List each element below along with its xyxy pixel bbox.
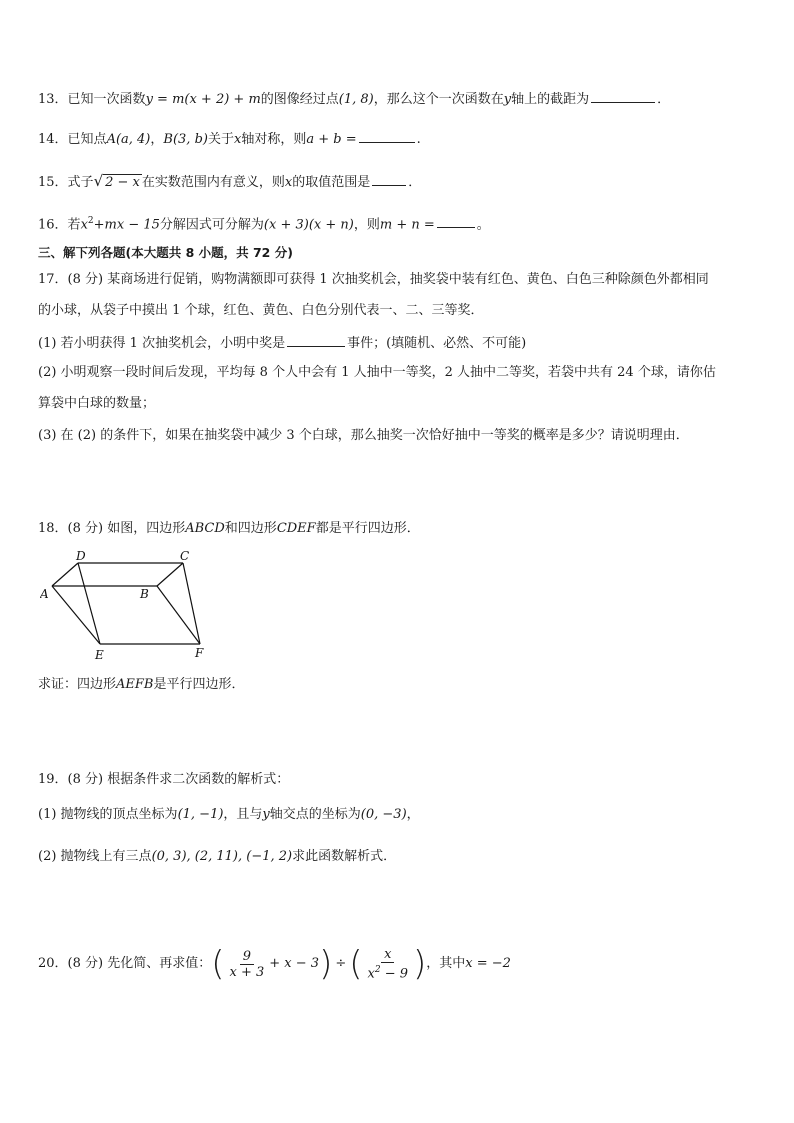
q13-function-expression: y = m(x + 2) + m: [145, 92, 261, 107]
q20-tail-a: ，其中: [426, 956, 466, 971]
q20-f1-denominator: x + 3: [229, 964, 265, 980]
q15-answer-blank[interactable]: [372, 172, 406, 186]
vertex-label-c: C: [180, 549, 190, 563]
vertex-label-f: F: [195, 646, 204, 660]
q14-point-a: A(a, 4): [106, 132, 151, 147]
q19-sub-1-text-c: 轴交点的坐标为: [269, 807, 361, 822]
q18-prove: [38, 676, 244, 694]
question-16: [38, 212, 490, 234]
q19-sub-2-text-b: 求此函数解析式．: [292, 849, 397, 864]
question-18: [38, 520, 420, 538]
q18-quad-cdef: CDEF: [276, 521, 316, 536]
edge-ae: [52, 586, 100, 644]
vertex-label-d: D: [76, 549, 86, 563]
q14-answer-blank[interactable]: [359, 129, 415, 143]
q20-divide-sign: ÷: [335, 956, 347, 971]
q17-line-2: 的小球，从袋子中摸出 1 个球，红色、黄色、白色分别代表一、二、三等奖．: [38, 303, 484, 318]
q14-axis: x: [233, 132, 242, 147]
sqrt-radical-icon: √: [93, 172, 104, 190]
q16-text-c: ，则: [353, 217, 380, 233]
q13-axis: y: [503, 92, 512, 107]
q16-poly-b: +mx − 15: [93, 217, 160, 233]
edge-cb: [157, 563, 183, 586]
q16-factors: (x + 3)(x + n): [263, 217, 354, 233]
q14-expression: a + b =: [306, 132, 357, 147]
edge-de: [78, 563, 100, 644]
q17-sub-1: [38, 333, 526, 353]
q20-tail-b: x = −2: [465, 956, 511, 971]
question-14: [38, 129, 421, 149]
q15-variable: x: [284, 175, 293, 190]
q13-text-b: 的图像经过点: [260, 92, 339, 107]
q16-text-a: 若: [67, 217, 81, 233]
right-paren-2-icon: ): [413, 944, 427, 984]
question-15: [38, 172, 421, 192]
q19-head: 19．(8 分) 根据条件求二次函数的解析式：: [38, 772, 290, 787]
q16-number: 16．: [38, 217, 68, 233]
q13-text-c: ，那么这个一次函数在: [373, 92, 504, 107]
q16-text-b: 分解因式可分解为: [159, 217, 264, 233]
q18-text-a: 18．(8 分) 如图，四边形: [38, 521, 186, 536]
vertex-label-e: E: [95, 648, 104, 662]
q13-text-d: 轴上的截距为: [511, 92, 590, 107]
q13-number: 13．: [38, 92, 68, 107]
q18-quad-aefb: AEFB: [116, 677, 154, 692]
q17-sub-3: (3) 在 (2) 的条件下，如果在抽奖袋中减少 3 个白球，那么抽奖一次恰好抽中一等奖的概率是多少？请说明理由．: [38, 428, 689, 443]
q18-text-b: 和四边形: [224, 521, 277, 536]
q20-f1-numerator: 9: [240, 949, 254, 965]
q20-f2-denominator: [365, 963, 412, 981]
q20-f2-numerator: x: [381, 947, 394, 963]
q17-sub-1-blank[interactable]: [287, 333, 345, 347]
q19-sub-2-text-a: (2) 抛物线上有三点: [38, 849, 152, 864]
left-paren-1-icon: (: [211, 944, 225, 984]
q13-answer-blank[interactable]: [591, 89, 655, 103]
q15-text-c: 的取值范围是: [292, 175, 371, 190]
q14-text-a: 已知点: [67, 132, 107, 147]
q16-expression: m + n =: [379, 217, 435, 233]
q15-radicand: 2 − x: [105, 175, 140, 190]
q15-number: 15．: [38, 175, 68, 190]
q15-text-a: 式子: [67, 175, 94, 190]
right-paren-1-icon: ): [319, 944, 333, 984]
q14-text-b: 关于: [207, 132, 234, 147]
question-20: [38, 944, 511, 984]
q20-f2-den-b: − 9: [380, 966, 409, 982]
q16-end: 。: [476, 217, 490, 233]
q16-poly-a: x: [80, 217, 88, 233]
q18-prove-text-b: 是平行四边形．: [153, 677, 245, 692]
q19-intercept: (0, −3): [360, 807, 407, 822]
q13-end: ．: [657, 92, 671, 107]
q20-mid-terms: + x − 3: [269, 956, 320, 971]
question-13: [38, 89, 670, 109]
q15-text-b: 在实数范围内有意义，则: [141, 175, 285, 190]
parallelogram-figure: [40, 548, 212, 662]
q15-end: ．: [408, 175, 422, 190]
q20-f2-den-exponent: 2: [374, 964, 381, 975]
q19-sub-1-text-b: ，且与: [223, 807, 263, 822]
q16-answer-blank[interactable]: [437, 214, 475, 228]
q18-quad-abcd: ABCD: [185, 521, 225, 536]
q13-text-a: 已知一次函数: [67, 92, 146, 107]
q19-axis: y: [262, 807, 270, 822]
section-3-heading: 三、解下列各题(本大题共 8 小题，共 72 分): [38, 245, 293, 260]
q14-point-b: B(3, b): [163, 132, 208, 147]
edge-ad: [52, 563, 78, 586]
q18-text-c: 都是平行四边形．: [315, 521, 420, 536]
q20-f2-den-a: x: [367, 966, 375, 982]
q17-sub-1-text-b: 事件；(填随机、必然、不可能): [347, 336, 527, 351]
q19-points: (0, 3), (2, 11), (−1, 2): [151, 849, 293, 864]
q14-text-c: 轴对称，则: [241, 132, 307, 147]
left-paren-2-icon: (: [349, 944, 363, 984]
q14-end: .: [416, 132, 421, 147]
q14-separator: ，: [150, 132, 164, 147]
q20-fraction-1: [227, 949, 268, 980]
vertex-label-a: A: [40, 587, 49, 601]
q17-sub-2-line-1: (2) 小明观察一段时间后发现，平均每 8 个人中会有 1 人抽中一等奖，2 人抽中二等奖，若袋中共有 24 个球，请你估: [38, 365, 716, 380]
q18-prove-text-a: 求证：四边形: [38, 677, 117, 692]
vertex-label-b: B: [140, 587, 149, 601]
q19-sub-2: [38, 848, 396, 866]
q17-line-1: 17．(8 分) 某商场进行促销，购物满额即可获得 1 次抽奖机会，抽奖袋中装有红色、黄色、白色三种除颜色外都相同: [38, 272, 709, 287]
q20-head: 20．(8 分) 先化简、再求值：: [38, 956, 212, 971]
q19-vertex: (1, −1): [177, 807, 224, 822]
q14-number: 14．: [38, 132, 68, 147]
q19-sub-1-end: ，: [406, 807, 420, 822]
q17-sub-1-text-a: (1) 若小明获得 1 次抽奖机会，小明中奖是: [38, 336, 286, 351]
q16-poly-exponent: 2: [87, 216, 94, 226]
q13-point: (1, 8): [338, 92, 374, 107]
q19-sub-1: [38, 806, 420, 824]
q20-fraction-2: [365, 947, 412, 981]
q17-sub-2-line-2: 算袋中白球的数量；: [38, 396, 156, 411]
q19-sub-1-text-a: (1) 抛物线的顶点坐标为: [38, 807, 178, 822]
